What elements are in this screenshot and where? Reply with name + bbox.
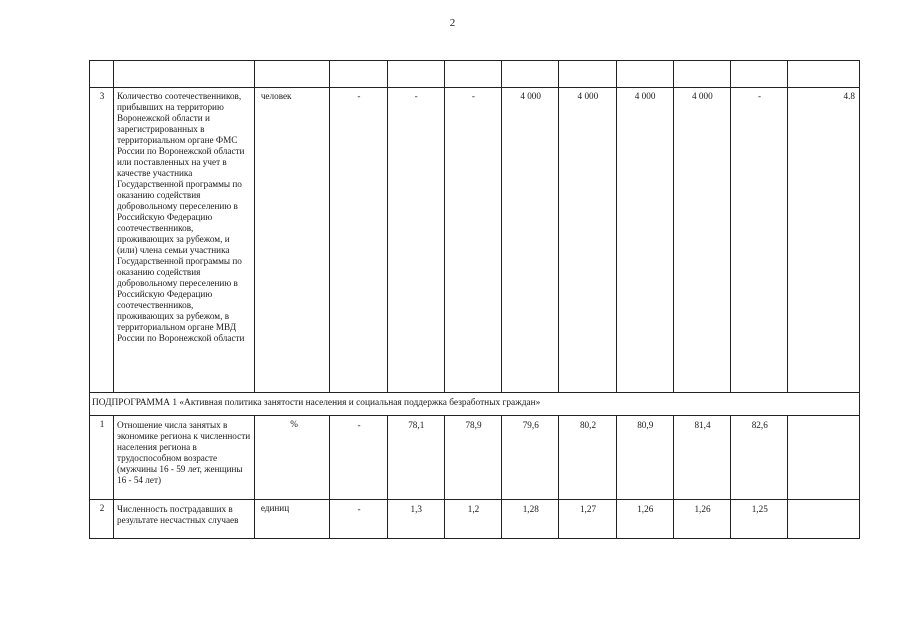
table-header-row (89, 60, 860, 87)
table-cell (114, 61, 255, 87)
value-cell: 4 000 (617, 88, 674, 392)
value-cell: 4 000 (559, 88, 616, 392)
value-cell: 1,26 (674, 500, 731, 538)
value-cell: 1,27 (559, 500, 616, 538)
table-row (89, 499, 860, 539)
table-cell (90, 61, 114, 87)
row-number: 1 (90, 416, 114, 499)
value-cell: 78,9 (445, 416, 502, 499)
value-cell: 4.8 (788, 88, 860, 392)
table-cell (559, 61, 616, 87)
page-number: 2 (449, 17, 456, 29)
subprogram-title: ПОДПРОГРАММА 1 «Активная политика занятости населения и социальная поддержка безработных граждан» (90, 393, 860, 415)
table-row (89, 87, 860, 392)
unit: человек (255, 88, 331, 392)
value-cell (788, 500, 860, 538)
value-cell: 80,9 (617, 416, 674, 499)
table-cell (255, 61, 331, 87)
value-cell: - (445, 88, 502, 392)
value-cell: - (731, 88, 788, 392)
value-cell: 4 000 (674, 88, 731, 392)
table-cell (388, 61, 445, 87)
table-cell (502, 61, 559, 87)
table-cell (445, 61, 502, 87)
value-cell: 80,2 (559, 416, 616, 499)
indicator-name: Отношение числа занятых в экономике региона к численности населения региона в трудоспособном возрасте (мужчины 16 - 59 лет, женщины 16 - 54 лет) (114, 416, 255, 499)
value-cell: - (330, 88, 387, 392)
table-cell (674, 61, 731, 87)
value-cell: 78,1 (388, 416, 445, 499)
table-cell (617, 61, 674, 87)
value-cell: 1,3 (388, 500, 445, 538)
indicators-table (89, 60, 860, 539)
indicator-name: Численность пострадавших в результате несчастных случаев (114, 500, 255, 538)
value-cell: 82,6 (731, 416, 788, 499)
indicator-name: Количество соотечественников, прибывших на территорию Воронежской области и зарегистрированных в территориальном органе ФМС России по Воронежской области или поставленных на учет в качестве участника Государственной программы по оказанию содействия добровольному переселению в Российскую Федерацию соотечественников, проживающих за рубежом, и (или) члена семьи участника Государственной программы по оказанию содействия добровольному переселению в Российскую Федерацию соотечественников, проживающих за рубежом, в территориальном органе МВД России по Воронежской области (114, 88, 255, 392)
row-number: 2 (90, 500, 114, 538)
table-cell (330, 61, 387, 87)
value-cell: 4 000 (502, 88, 559, 392)
value-cell: - (388, 88, 445, 392)
table-row (89, 415, 860, 499)
value-cell: 1,28 (502, 500, 559, 538)
value-cell: 1,25 (731, 500, 788, 538)
subprogram-row (89, 392, 860, 415)
row-number: 3 (90, 88, 114, 392)
value-cell: 81,4 (674, 416, 731, 499)
unit: % (255, 416, 331, 499)
table-cell (788, 61, 860, 87)
value-cell: 1,2 (445, 500, 502, 538)
value-cell: 79,6 (502, 416, 559, 499)
value-cell: 1,26 (617, 500, 674, 538)
unit: единиц (255, 500, 331, 538)
value-cell: - (330, 500, 387, 538)
value-cell (788, 416, 860, 499)
table-cell (731, 61, 788, 87)
value-cell: - (330, 416, 387, 499)
